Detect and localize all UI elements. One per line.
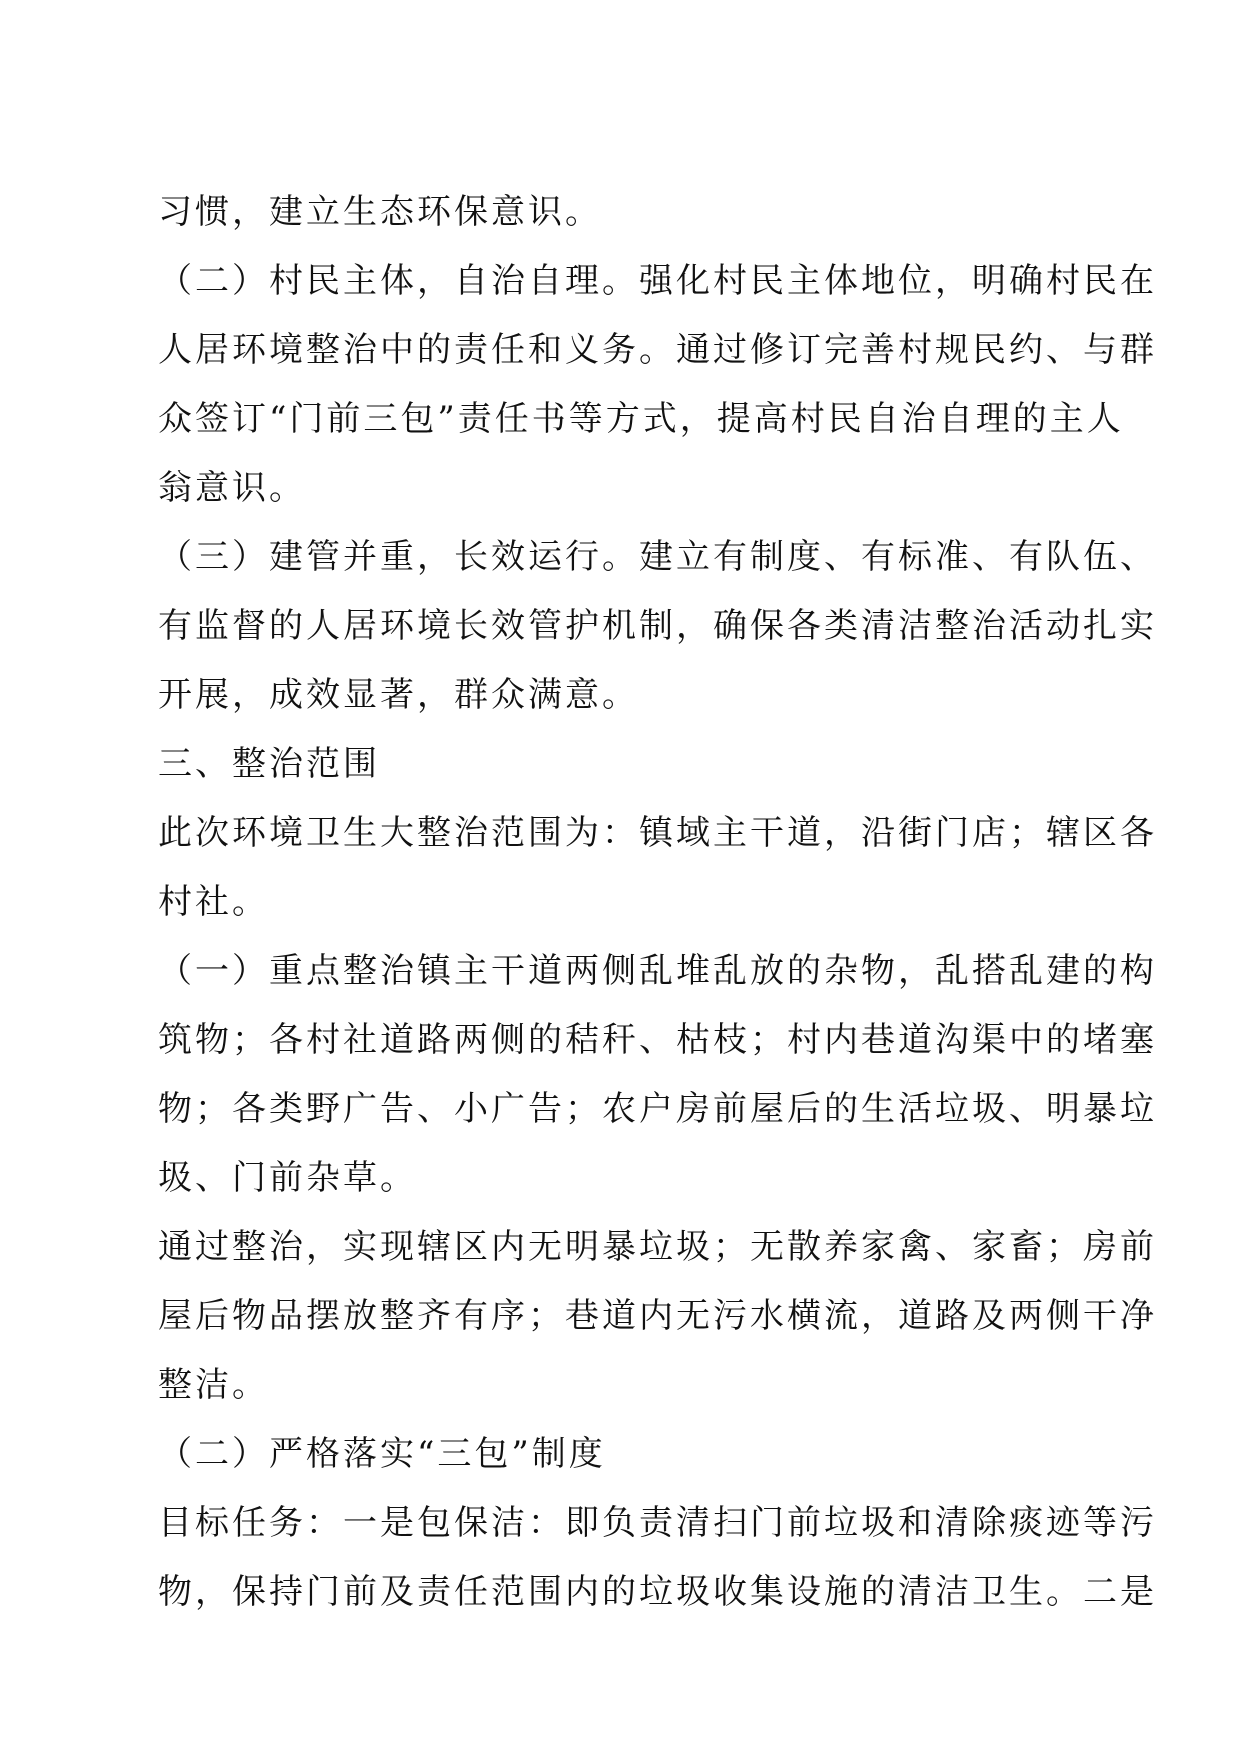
text-line: 翁意识。 bbox=[158, 468, 306, 508]
text-line: （一）重点整治镇主干道两侧乱堆乱放的杂物，乱搭乱建的构 bbox=[158, 951, 1157, 991]
text-line: 物，保持门前及责任范围内的垃圾收集设施的清洁卫生。二是 bbox=[158, 1572, 1157, 1612]
text-line: 屋后物品摆放整齐有序；巷道内无污水横流，道路及两侧干净 bbox=[158, 1296, 1157, 1336]
text-line: 通过整治，实现辖区内无明暴垃圾；无散养家禽、家畜；房前 bbox=[158, 1227, 1157, 1267]
text-line: 习惯，建立生态环保意识。 bbox=[158, 192, 602, 232]
text-line: 此次环境卫生大整治范围为：镇域主干道，沿街门店；辖区各 bbox=[158, 813, 1157, 853]
text-line: 筑物；各村社道路两侧的秸秆、枯枝；村内巷道沟渠中的堵塞 bbox=[158, 1020, 1157, 1060]
text-line: （二）村民主体，自治自理。强化村民主体地位，明确村民在 bbox=[158, 261, 1157, 301]
text-line: 整洁。 bbox=[158, 1365, 269, 1405]
text-line: 众签订“门前三包”责任书等方式，提高村民自治自理的主人 bbox=[158, 399, 1124, 439]
text-line: 目标任务：一是包保洁：即负责清扫门前垃圾和清除痰迹等污 bbox=[158, 1503, 1157, 1543]
text-line: 圾、门前杂草。 bbox=[158, 1158, 417, 1198]
text-line: 开展，成效显著，群众满意。 bbox=[158, 675, 639, 715]
text-line: 村社。 bbox=[158, 882, 269, 922]
text-line: 有监督的人居环境长效管护机制，确保各类清洁整治活动扎实 bbox=[158, 606, 1157, 646]
text-line: 人居环境整治中的责任和义务。通过修订完善村规民约、与群 bbox=[158, 330, 1157, 370]
section-heading: 三、整治范围 bbox=[158, 744, 380, 784]
text-line: （三）建管并重，长效运行。建立有制度、有标准、有队伍、 bbox=[158, 537, 1157, 577]
text-line: 物；各类野广告、小广告；农户房前屋后的生活垃圾、明暴垃 bbox=[158, 1089, 1157, 1129]
subsection-heading: （二）严格落实“三包”制度 bbox=[158, 1434, 606, 1474]
